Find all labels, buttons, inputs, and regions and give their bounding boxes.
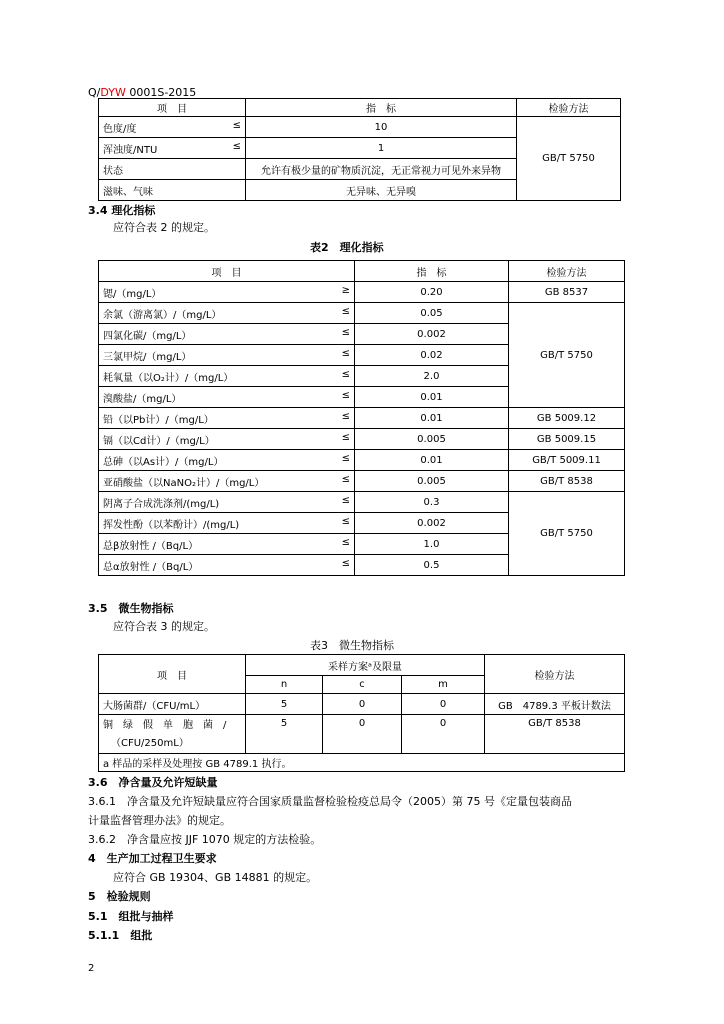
table-row: 余氯（游离氯）/（mg/L） ≤	[99, 303, 355, 324]
table-row: 亚硝酸盐（以NaNO₂计）/（mg/L） ≤	[99, 471, 355, 492]
section-4-heading: 4 生产加工过程卫生要求	[88, 852, 217, 865]
physchem-table: 项 目 指 标 检验方法 锶/（mg/L） ≥ 0.20 GB 8537 余氯（游离氯）/（mg/L） ≤ 0.05 GB/T 5750 四氯化碳/（mg/L） ≤ 0.002 三氯甲烷/（mg/L） ≤ 0.02 耗氧量（以O₂计）/（mg/L） ≤ 2.0 溴酸盐/（mg/L） ≤ 0.01 铅（以Pb计）/（mg/L） ≤ 0.01 GB 5009.12 镉（以Cd计）/（mg/L） ≤ 0.005 GB 5009.15 总砷（以As计）/（mg/L） ≤ 0.01 GB/T 5009.11 亚硝酸盐（以NaNO₂计）/（mg/L） ≤ 0.005 GB/T 8538 阴离子合成洗涤剂/(mg/L) ≤ 0.3 GB/T 5750 挥发性酚（以苯酚计）/(mg/L) ≤ 0.002 总β放射性 /（Bq/L） ≤ 1.0 总α放射性 /（Bq/L） ≤ 0.5	[98, 260, 625, 576]
table-row: 浑浊度/NTU ≤	[99, 138, 246, 159]
section-3-5-text: 应符合表 3 的规定。	[113, 620, 215, 633]
table-row: 总β放射性 /（Bq/L） ≤	[99, 534, 355, 555]
section-5-heading: 5 检验规则	[88, 890, 151, 903]
header-code: 0001S-2015	[125, 86, 197, 99]
t2-header-item: 项 目	[99, 261, 355, 282]
table-row: 锶/（mg/L） ≥	[99, 282, 355, 303]
section-3-6-heading: 3.6 净含量及允许短缺量	[88, 776, 218, 789]
section-5-1-heading: 5.1 组批与抽样	[88, 910, 174, 923]
header-brand: DYW	[100, 86, 126, 99]
t3-header-plan: 采样方案ᵃ及限量	[246, 655, 485, 676]
t2-header-method: 检验方法	[509, 261, 625, 282]
table-row: 总砷（以As计）/（mg/L） ≤	[99, 450, 355, 471]
section-3-6-2: 3.6.2 净含量应按 JJF 1070 规定的方法检验。	[88, 833, 322, 846]
table2-caption: 表2 理化指标	[310, 241, 384, 254]
section-3-5-heading: 3.5 微生物指标	[88, 602, 174, 615]
page-number: 2	[88, 963, 95, 974]
table-row: 色度/度 ≤	[99, 117, 246, 138]
section-4-text: 应符合 GB 19304、GB 14881 的规定。	[113, 871, 318, 884]
table-row: 铜 绿 假 单 胞 菌 / （CFU/250mL）	[99, 715, 246, 754]
table-row: 铅（以Pb计）/（mg/L） ≤	[99, 408, 355, 429]
table-row: 镉（以Cd计）/（mg/L） ≤	[99, 429, 355, 450]
section-3-6-1-cont: 计量监督管理办法》的规定。	[88, 814, 231, 827]
section-5-1-1-heading: 5.1.1 组批	[88, 929, 153, 942]
table-row: 阴离子合成洗涤剂/(mg/L) ≤	[99, 492, 355, 513]
t2-header-index: 指 标	[355, 261, 509, 282]
t3-header-method: 检验方法	[485, 655, 625, 694]
t1-method: GB/T 5750	[517, 117, 621, 201]
table-row: 大肠菌群/（CFU/mL）	[99, 694, 246, 715]
header-prefix: Q/	[88, 86, 101, 99]
table-row: 四氯化碳/（mg/L） ≤	[99, 324, 355, 345]
t3-header-item: 项 目	[99, 655, 246, 694]
section-3-4-heading: 3.4 理化指标	[88, 204, 156, 217]
table-note: a 样品的采样及处理按 GB 4789.1 执行。	[99, 754, 625, 772]
section-3-4-text: 应符合表 2 的规定。	[113, 221, 215, 234]
sensory-table: 项 目 指 标 检验方法 色度/度 ≤ 10 GB/T 5750 浑浊度/NTU ≤ 1 状态 允许有极少量的矿物质沉淀，无正常视力可见外来异物 滋味、气味 无异味、无异嗅	[98, 98, 621, 201]
t1-header-method: 检验方法	[517, 99, 621, 117]
table-row: 总α放射性 /（Bq/L） ≤	[99, 555, 355, 576]
t1-header-index: 指 标	[246, 99, 517, 117]
table-row: 状态	[99, 159, 246, 180]
section-3-6-1: 3.6.1 净含量及允许短缺量应符合国家质量监督检验检疫总局令（2005）第 75 号《定量包装商品	[88, 795, 572, 808]
table-row: 滋味、气味	[99, 180, 246, 201]
table-row: 三氯甲烷/（mg/L） ≤	[99, 345, 355, 366]
table3-caption: 表3 微生物指标	[310, 639, 394, 652]
t1-header-item: 项 目	[99, 99, 246, 117]
micro-table: 项 目 采样方案ᵃ及限量 检验方法 n c m 大肠菌群/（CFU/mL） 5 0 0 GB 4789.3 平板计数法 铜 绿 假 单 胞 菌 / （CFU/250mL） 5 0 0 GB/T 8538 a 样品的采样及处理按 GB 4789.1 执行。	[98, 654, 625, 772]
table-row: 挥发性酚（以苯酚计）/(mg/L) ≤	[99, 513, 355, 534]
table-row: 溴酸盐/（mg/L） ≤	[99, 387, 355, 408]
table-row: 耗氧量（以O₂计）/（mg/L） ≤	[99, 366, 355, 387]
